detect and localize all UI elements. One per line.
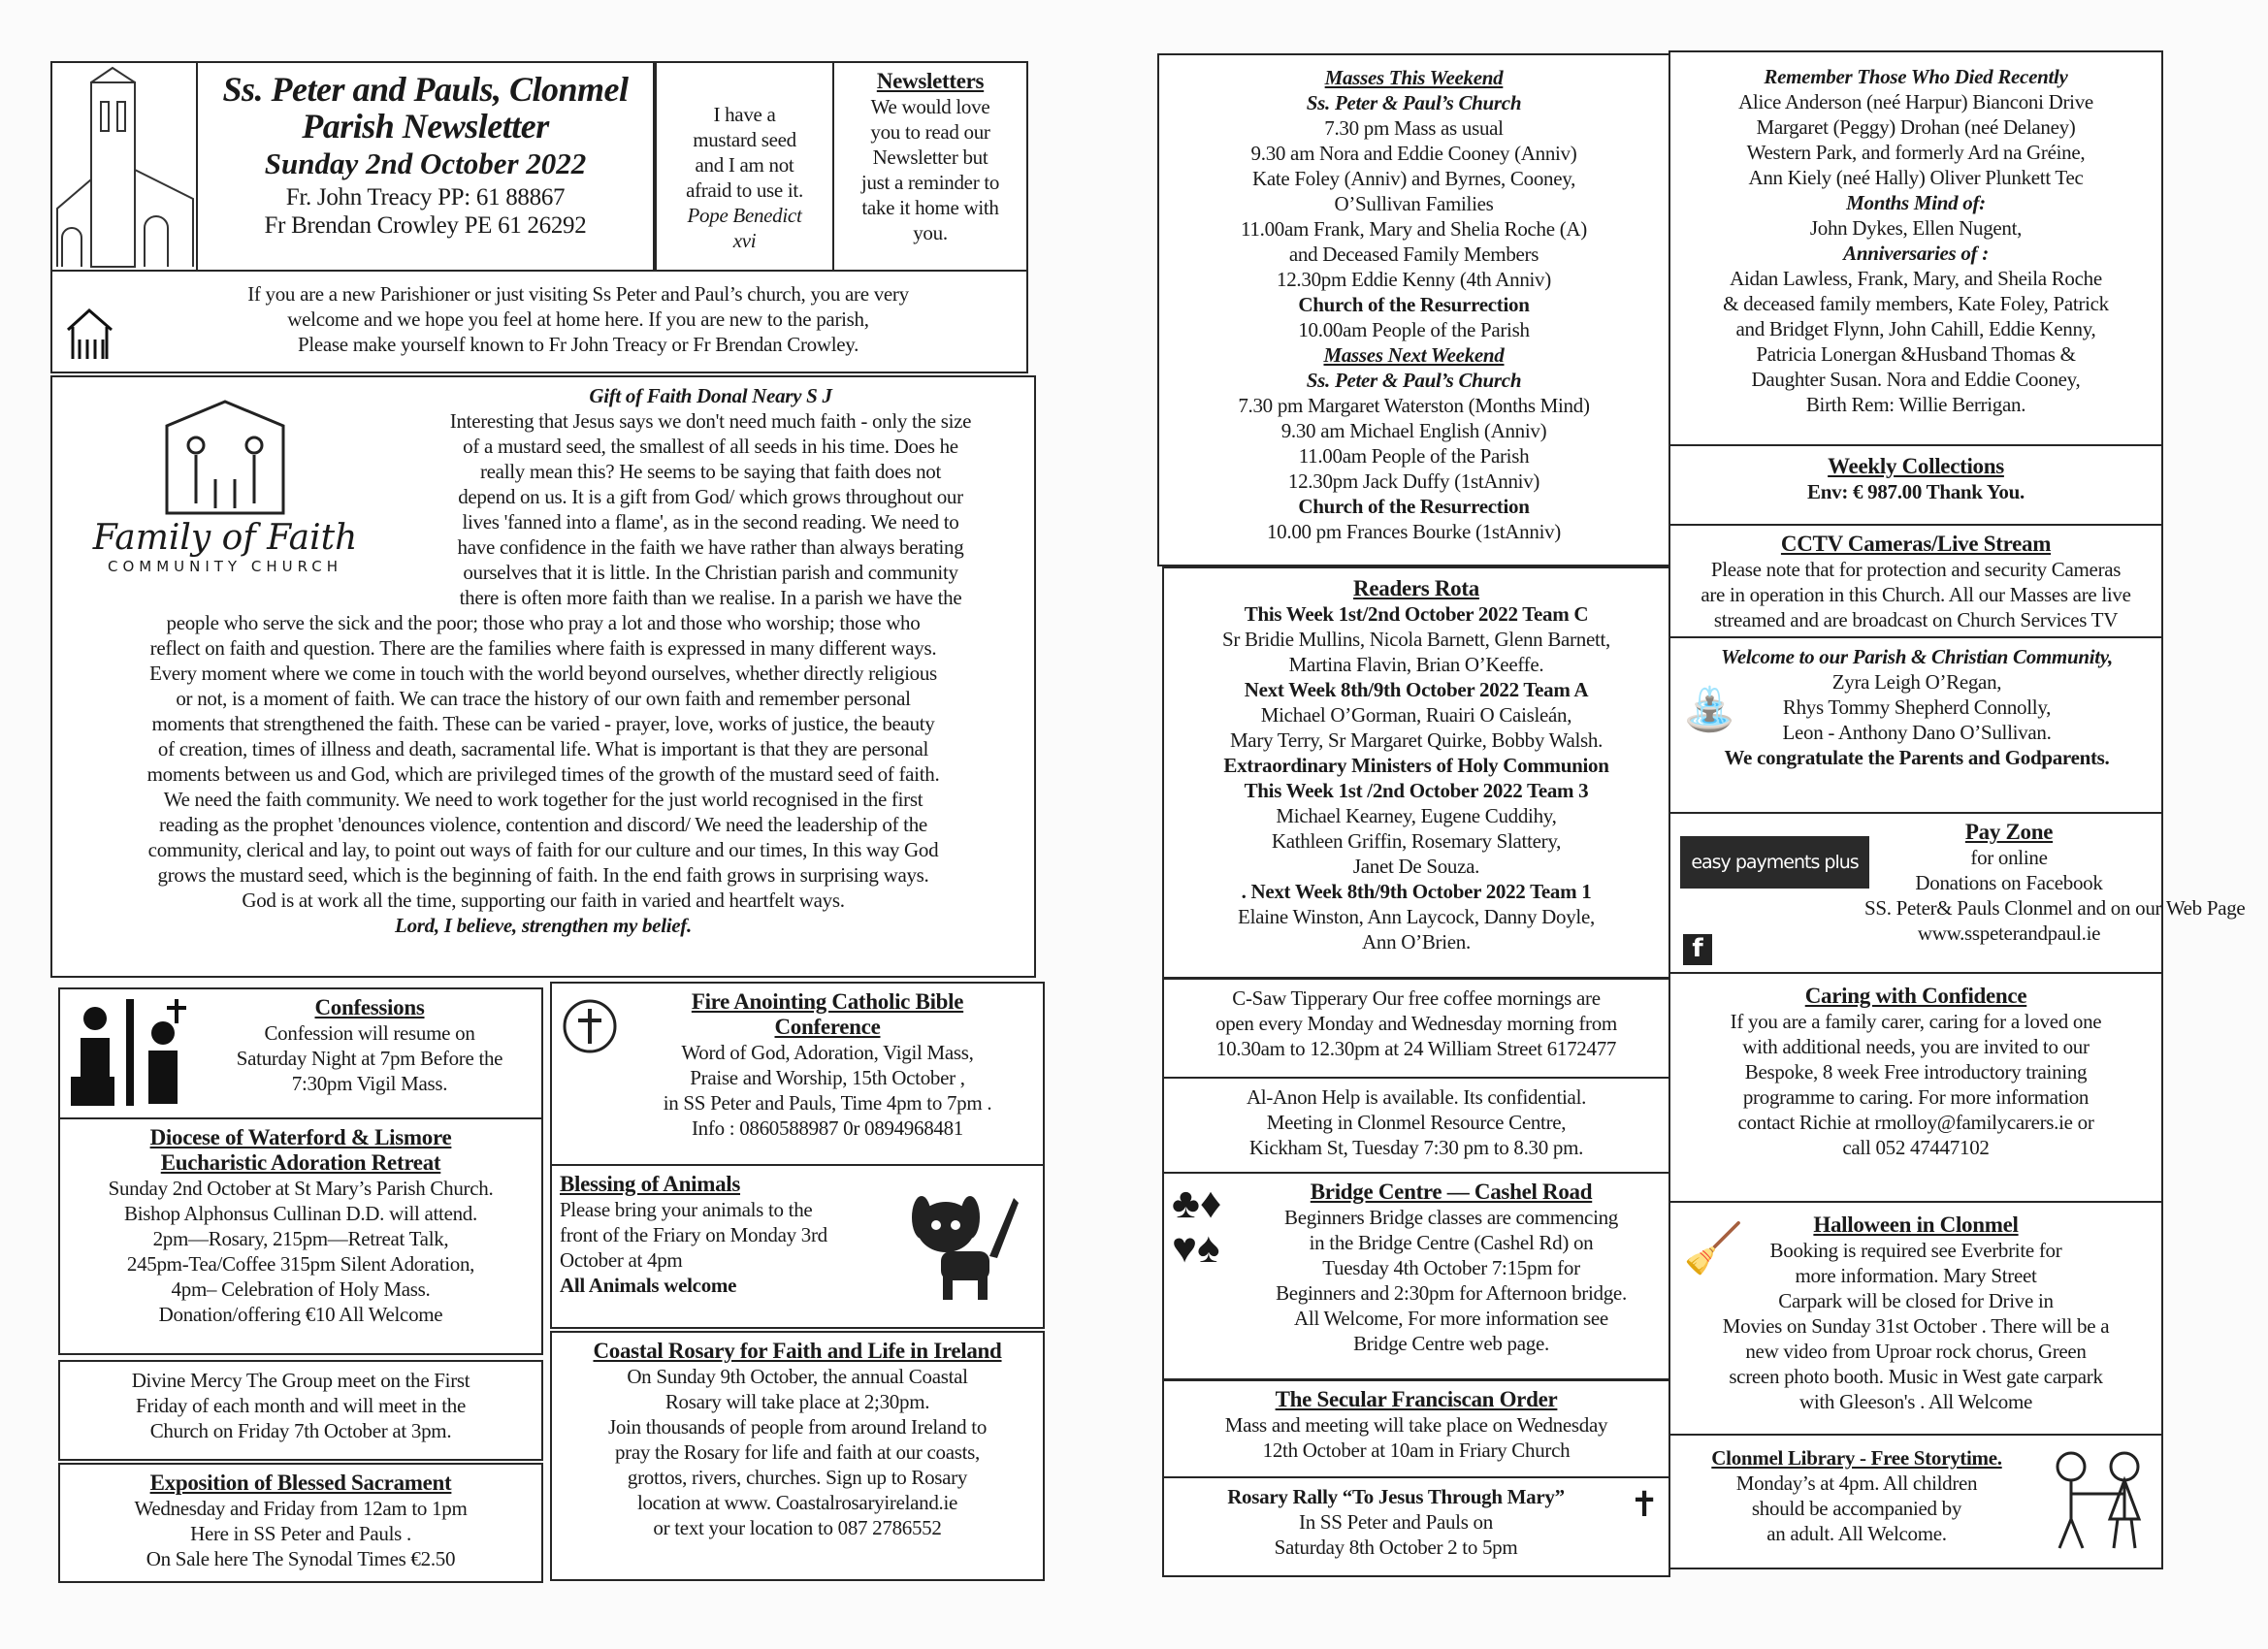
family-home-icon <box>63 306 116 364</box>
text-line: Meeting in Clonmel Resource Centre, <box>1266 1111 1567 1134</box>
text-line: of a mustard seed, the smallest of all seeds in his time. Does he <box>463 435 958 458</box>
remember-deceased-box <box>1669 50 2163 446</box>
text-line: mustard seed <box>693 128 796 151</box>
baptism-welcome-box <box>1669 636 2163 814</box>
dog-icon <box>902 1179 1023 1305</box>
text-line: Birth Rem: Willie Berrigan. <box>1805 393 2026 416</box>
text-line: streamed and are broadcast on Church Services TV <box>1713 608 2119 631</box>
section-heading: Gift of Faith Donal Neary S J <box>589 384 832 407</box>
text-line: Movies on Sunday 31st October . There will be a <box>1722 1314 2110 1338</box>
text-line: and Bridget Flynn, John Cahill, Eddie Kenny, <box>1735 317 2096 340</box>
text-line: This Week 1st/2nd October 2022 Team C <box>1244 602 1589 626</box>
text-line: for online <box>1970 846 2048 869</box>
text-line: new video from Uproar rock chorus, Green <box>1745 1340 2087 1363</box>
text-line: Ss. Peter & Paul’s Church <box>1306 369 1522 392</box>
text-line: contact Richie at rmolloy@familycarers.ie or <box>1737 1111 2094 1134</box>
text-line: Saturday 8th October 2 to 5pm <box>1274 1536 1518 1559</box>
children-icon <box>2042 1445 2154 1557</box>
text-line: All Welcome, For more information see <box>1294 1307 1608 1330</box>
text-line: Ss. Peter & Paul’s Church <box>1306 91 1522 114</box>
text-line: call 052 47447102 <box>1842 1136 1990 1159</box>
diocese-retreat-box <box>58 1117 543 1355</box>
text-line: Daughter Susan. Nora and Eddie Cooney, <box>1751 368 2081 391</box>
facebook-icon[interactable]: f <box>1683 934 1712 965</box>
text-line: SS. Peter& Pauls Clonmel and on our Web Page <box>1864 896 2246 920</box>
masthead <box>196 61 655 272</box>
text-line: Bridge Centre web page. <box>1353 1332 1549 1355</box>
section-heading: Weekly Collections <box>1828 454 2004 478</box>
text-line: Bishop Alphonsus Cullinan D.D. will attend. <box>124 1202 477 1225</box>
section-heading: CCTV Cameras/Live Stream <box>1780 532 2052 556</box>
newsletter-title: Parish Newsletter <box>302 107 549 146</box>
text-line: community, clerical and lay, to point out ways of faith for our culture and our times, In this way God <box>147 838 939 861</box>
section-heading: Fire Anointing Catholic Bible <box>691 989 964 1014</box>
text-line: Kate Foley (Anniv) and Byrnes, Cooney, <box>1251 167 1576 190</box>
text-line: of creation, times of illness and death, sacramental life. What is important is that they are personal <box>157 737 929 760</box>
church-illustration <box>52 63 198 272</box>
witch-icon: 🧹 <box>1683 1221 1744 1276</box>
text-line: lives 'fanned into a flame', as in the second reading. We need to <box>462 510 959 534</box>
text-line: Mass and meeting will take place on Wednesday <box>1224 1413 1608 1437</box>
text-line: Here in SS Peter and Pauls . <box>190 1522 411 1545</box>
text-line: 7:30pm Vigil Mass. <box>291 1072 448 1095</box>
text-line: Tuesday 4th October 7:15pm for <box>1322 1256 1580 1279</box>
text-line: Praise and Worship, 15th October , <box>690 1066 965 1089</box>
text-line: 12.30pm Jack Duffy (1stAnniv) <box>1287 469 1540 493</box>
text-line: Leon - Anthony Dano O’Sullivan. <box>1782 721 2052 744</box>
text-line: Extraordinary Ministers of Holy Communion <box>1223 754 1609 777</box>
text-line: Info : 0860588987 0r 0894968481 <box>691 1116 963 1140</box>
welcome-box <box>50 270 1028 373</box>
text-line: Please make yourself known to Fr John Treacy or Fr Brendan Crowley. <box>297 333 859 356</box>
text-line: If you are a new Parishioner or just visiting Ss Peter and Paul’s church, you are very <box>247 282 909 306</box>
text-line: October at 4pm <box>560 1248 683 1272</box>
text-line: just a reminder to <box>860 171 1000 194</box>
text-line: Janet De Souza. <box>1352 855 1480 878</box>
payzone-logo[interactable]: easy payments plus <box>1680 836 1869 889</box>
text-line: Rhys Tommy Shepherd Connolly, <box>1782 695 2052 719</box>
priest-contact: Fr Brendan Crowley PE 61 26292 <box>264 212 587 239</box>
text-line: Word of God, Adoration, Vigil Mass, <box>681 1041 974 1064</box>
text-line: Western Park, and formerly Ard na Gréine, <box>1746 141 2086 164</box>
secular-franciscan-box <box>1162 1379 1670 1478</box>
text-line: Next Week 8th/9th October 2022 Team A <box>1244 678 1589 701</box>
text-line: All Animals welcome <box>560 1274 737 1297</box>
text-line: Env: € 987.00 Thank You. <box>1807 480 2025 503</box>
text-line: 11.00am Frank, Mary and Shelia Roche (A) <box>1241 217 1587 241</box>
section-heading: Readers Rota <box>1353 576 1479 600</box>
text-line: Every moment where we come in touch with the world beyond ourselves, whether directly religious <box>149 662 937 685</box>
text-line: This Week 1st /2nd October 2022 Team 3 <box>1244 779 1589 802</box>
text-line: Al-Anon Help is available. Its confidential. <box>1246 1085 1587 1109</box>
text-line: with Gleeson's . All Welcome <box>1798 1390 2033 1413</box>
text-line: Alice Anderson (neé Harpur) Bianconi Drive <box>1738 90 2093 113</box>
section-heading: Coastal Rosary for Faith and Life in Ireland <box>593 1339 1002 1363</box>
confession-icon <box>66 994 197 1111</box>
coastal-rosary-box <box>550 1331 1045 1581</box>
section-heading: Pay Zone <box>1964 820 2054 844</box>
text-line: 11.00am People of the Parish <box>1298 444 1530 468</box>
text-line: Interesting that Jesus says we don't need much faith - only the size <box>449 409 972 433</box>
text-line: reflect on faith and question. There are the families where faith is expressed in many different ways. <box>149 636 937 660</box>
text-line: Margaret (Peggy) Drohan (neé Delaney) <box>1756 115 2076 139</box>
text-line: in the Bridge Centre (Cashel Rd) on <box>1309 1231 1594 1254</box>
exposition-box <box>58 1463 543 1583</box>
priest-contact: Fr. John Treacy PP: 61 88867 <box>285 184 566 210</box>
gift-of-faith-article <box>50 375 1036 978</box>
text-line: Michael O’Gorman, Ruairi O Caisleán, <box>1260 703 1572 727</box>
text-line: On Sunday 9th October, the annual Coastal <box>627 1365 968 1388</box>
text-line: . Next Week 8th/9th October 2022 Team 1 <box>1241 880 1592 903</box>
cctv-box <box>1669 524 2163 638</box>
text-line: Wednesday and Friday from 12am to 1pm <box>134 1497 468 1520</box>
text-line: 10.30am to 12.30pm at 24 William Street 6172477 <box>1215 1037 1617 1060</box>
text-line: xvi <box>732 229 757 252</box>
text-line: We would love <box>870 95 990 118</box>
text-line: 9.30 am Michael English (Anniv) <box>1280 419 1547 442</box>
rosary-icon: ✝ <box>1630 1485 1660 1524</box>
text-line: with additional needs, you are invited to our <box>1742 1035 2090 1058</box>
al-anon-box <box>1162 1077 1670 1174</box>
fire-anointing-box <box>550 982 1045 1166</box>
text-line: Carpark will be closed for Drive in <box>1778 1289 2054 1312</box>
text-line: C-Saw Tipperary Our free coffee mornings are <box>1232 986 1601 1010</box>
text-line: On Sale here The Synodal Times €2.50 <box>146 1547 456 1570</box>
text-line: Elaine Winston, Ann Laycock, Danny Doyle, <box>1238 905 1595 928</box>
text-line: Join thousands of people from around Ireland to <box>607 1415 988 1439</box>
text-line: grows the mustard seed, which is the beginning of faith. In the end faith grows in surprising ways. <box>157 863 929 887</box>
text-line: O’Sullivan Families <box>1334 192 1494 215</box>
text-line: Please bring your animals to the <box>560 1198 813 1221</box>
newsletters-box <box>832 61 1028 272</box>
text-line: Kickham St, Tuesday 7:30 pm to 8.30 pm. <box>1248 1136 1584 1159</box>
text-line: Sr Bridie Mullins, Nicola Barnett, Glenn Barnett, <box>1222 628 1610 651</box>
text-line: 10.00 pm Frances Bourke (1stAnniv) <box>1266 520 1561 543</box>
text-line: Michael Kearney, Eugene Cuddihy, <box>1276 804 1557 827</box>
text-line: welcome and we hope you feel at home here. If you are new to the parish, <box>287 307 869 331</box>
text-line: Mary Terry, Sr Margaret Quirke, Bobby Walsh. <box>1229 728 1604 752</box>
text-line: 2pm—Rosary, 215pm—Retreat Talk, <box>152 1227 449 1250</box>
section-heading: Halloween in Clonmel <box>1813 1212 2019 1237</box>
text-line: If you are a family carer, caring for a loved one <box>1730 1010 2102 1033</box>
text-line: Zyra Leigh O’Regan, <box>1831 670 2002 694</box>
divine-mercy-box <box>58 1360 543 1461</box>
section-heading: Caring with Confidence <box>1804 984 2027 1008</box>
text-line: ourselves that it is little. In the Christian parish and community <box>463 561 958 584</box>
text-line: Kathleen Griffin, Rosemary Slattery, <box>1271 829 1562 853</box>
text-line: are in operation in this Church. All our Masses are live <box>1701 583 2131 606</box>
text-line: pray the Rosary for life and faith at our coasts, <box>614 1440 980 1464</box>
text-line: Bespoke, 8 week Free introductory training <box>1744 1060 2088 1083</box>
text-line: Conference <box>774 1015 881 1039</box>
text-line: Booking is required see Everbrite for <box>1769 1239 2062 1262</box>
section-heading: Confessions <box>314 995 425 1019</box>
readers-rota-box <box>1162 566 1670 979</box>
text-line: Rosary will take place at 2;30pm. <box>664 1390 930 1413</box>
text-line: afraid to use it. <box>686 178 803 202</box>
text-line: 7.30 pm Margaret Waterston (Months Mind) <box>1238 394 1590 417</box>
text-line: Church of the Resurrection <box>1298 293 1530 316</box>
text-line: Confession will resume on <box>264 1021 475 1045</box>
text-line: depend on us. It is a gift from God/ which grows throughout our <box>458 485 963 508</box>
text-line: Masses Next Weekend <box>1323 343 1505 367</box>
faith-logo-text: Family of Faith <box>92 518 358 558</box>
text-line: God is at work all the time, supporting our faith in varied and heartfelt ways. <box>242 889 845 912</box>
text-line: Saturday Night at 7pm Before the <box>236 1047 503 1070</box>
text-line: & deceased family members, Kate Foley, Patrick <box>1723 292 2109 315</box>
text-line: or not, is a moment of faith. We can trace the history of our own faith and remember personal <box>176 687 911 710</box>
text-line: you. <box>913 221 948 244</box>
text-line: programme to caring. For more information <box>1742 1085 2090 1109</box>
text-line: Divine Mercy The Group meet on the First <box>131 1369 470 1392</box>
bible-conference-logo <box>561 997 619 1055</box>
text-line: We congratulate the Parents and Godparents. <box>1724 746 2110 769</box>
rosary-rally-box <box>1162 1476 1670 1577</box>
text-line: Aidan Lawless, Frank, Mary, and Sheila Roche <box>1730 267 2102 290</box>
faith-text-bottom <box>60 610 1026 938</box>
text-line: Ann O’Brien. <box>1362 930 1471 954</box>
csaw-box <box>1162 978 1670 1079</box>
text-line: Donation/offering €10 All Welcome <box>158 1303 443 1326</box>
text-line: and Deceased Family Members <box>1288 242 1539 266</box>
text-line: people who serve the sick and the poor; those who pray a lot and those who worship; those who <box>166 611 921 634</box>
text-line: there is often more faith than we realise. In a parish we have the <box>459 586 962 609</box>
faith-logo-subtext: COMMUNITY CHURCH <box>107 558 343 575</box>
church-image-box <box>50 61 198 272</box>
section-heading: Rosary Rally “To Jesus Through Mary” <box>1227 1485 1565 1508</box>
text-line: screen photo booth. Music in West gate carpark <box>1729 1365 2103 1388</box>
baptism-font-icon: ⛲ <box>1683 686 1736 733</box>
text-line: Newsletter but <box>872 146 988 169</box>
text-line: Church on Friday 7th October at 3pm. <box>149 1419 452 1442</box>
card-suits-icon: ♣♦ ♥♠ <box>1172 1180 1222 1272</box>
newsletter-date: Sunday 2nd October 2022 <box>264 146 587 180</box>
text-line: Sunday 2nd October at St Mary’s Parish Church. <box>108 1177 494 1200</box>
text-line: 10.00am People of the Parish <box>1298 318 1530 341</box>
text-line: or text your location to 087 2786552 <box>653 1516 942 1539</box>
parish-name: Ss. Peter and Pauls, Clonmel <box>222 70 629 109</box>
text-line: Lord, I believe, strengthen my belief. <box>395 914 692 937</box>
text-line: in SS Peter and Pauls, Time 4pm to 7pm . <box>663 1091 992 1115</box>
text-line: take it home with <box>861 196 999 219</box>
text-line: reading as the prophet 'denounces violence, contention and discord/ We need the leadership of the <box>159 813 927 836</box>
quote-box <box>655 61 834 272</box>
text-line: have confidence in the faith we have rather than always berating <box>457 535 964 559</box>
text-line: Martina Flavin, Brian O’Keeffe. <box>1288 653 1544 676</box>
text-line: really mean this? He seems to be saying that faith does not <box>479 460 942 483</box>
section-heading: Newsletters <box>876 69 985 93</box>
text-line: Friday of each month and will meet in the <box>136 1394 466 1417</box>
text-line: Church of the Resurrection <box>1298 495 1530 518</box>
text-line: 12.30pm Eddie Kenny (4th Anniv) <box>1277 268 1551 291</box>
text-line: location at www. Coastalrosaryireland.ie <box>636 1491 958 1514</box>
section-heading: The Secular Franciscan Order <box>1275 1387 1558 1411</box>
text-line: Beginners Bridge classes are commencing <box>1283 1206 1619 1229</box>
section-heading: Diocese of Waterford & Lismore <box>149 1125 452 1149</box>
section-heading: Blessing of Animals <box>560 1172 741 1196</box>
text-line: In SS Peter and Pauls on <box>1299 1510 1493 1534</box>
text-line: more information. Mary Street <box>1795 1264 2037 1287</box>
text-line: Please note that for protection and security Cameras <box>1710 558 2122 581</box>
text-line: Ann Kiely (neé Hally) Oliver Plunkett Tec <box>1748 166 2084 189</box>
caring-confidence-box <box>1669 972 2163 1203</box>
text-line: you to read our <box>870 120 990 144</box>
text-line: Pope Benedict <box>687 204 802 227</box>
section-heading: Exposition of Blessed Sacrament <box>149 1471 452 1495</box>
text-line: should be accompanied by <box>1751 1497 1962 1520</box>
text-line: Monday’s at 4pm. All children <box>1735 1471 1978 1495</box>
text-line: and I am not <box>695 153 794 177</box>
text-line: 245pm-Tea/Coffee 315pm Silent Adoration, <box>126 1252 475 1276</box>
faith-text-top <box>395 383 1026 610</box>
text-line: Donations on Facebook <box>1915 871 2103 894</box>
text-line: Eucharistic Adoration Retreat <box>160 1150 441 1175</box>
text-line: an adult. All Welcome. <box>1766 1522 1947 1545</box>
text-line: 4pm– Celebration of Holy Mass. <box>171 1277 431 1301</box>
text-line: We need the faith community. We need to work together for the just world recognised in the first <box>163 788 923 811</box>
text-line: 7.30 pm Mass as usual <box>1324 116 1504 140</box>
text-line: grottos, rivers, churches. Sign up to Rosary <box>627 1466 968 1489</box>
text-line: Anniversaries of : <box>1843 242 1989 265</box>
text-line: open every Monday and Wednesday morning from <box>1215 1012 1617 1035</box>
text-line: 9.30 am Nora and Eddie Cooney (Anniv) <box>1250 142 1577 165</box>
faith-logo <box>60 387 390 596</box>
text-line: www.sspeterandpaul.ie <box>1917 922 2101 945</box>
text-line: Patricia Lonergan &Husband Thomas & <box>1756 342 2076 366</box>
text-line: John Dykes, Ellen Nugent, <box>1809 216 2023 240</box>
section-heading: Welcome to our Parish & Christian Community, <box>1721 645 2113 668</box>
text-line: I have a <box>713 103 776 126</box>
section-heading: Clonmel Library - Free Storytime. <box>1711 1446 2002 1470</box>
family-illustration <box>60 387 390 523</box>
weekly-collections-box <box>1669 444 2163 526</box>
section-heading: Bridge Centre — Cashel Road <box>1310 1180 1593 1204</box>
text-line: front of the Friary on Monday 3rd <box>560 1223 827 1246</box>
masses-box <box>1157 53 1670 566</box>
text-line: Months Mind of: <box>1846 191 1986 214</box>
text-line: moments that strengthened the faith. These can be varied - prayer, love, works of justice, the beauty <box>151 712 935 735</box>
section-heading: Masses This Weekend <box>1324 66 1504 89</box>
text-line: 12th October at 10am in Friary Church <box>1262 1439 1571 1462</box>
text-line: moments between us and God, which are privileged times of the growth of the mustard seed of faith. <box>146 762 940 786</box>
text-line: Beginners and 2:30pm for Afternoon bridge. <box>1276 1281 1627 1305</box>
section-heading: Remember Those Who Died Recently <box>1764 65 2068 88</box>
